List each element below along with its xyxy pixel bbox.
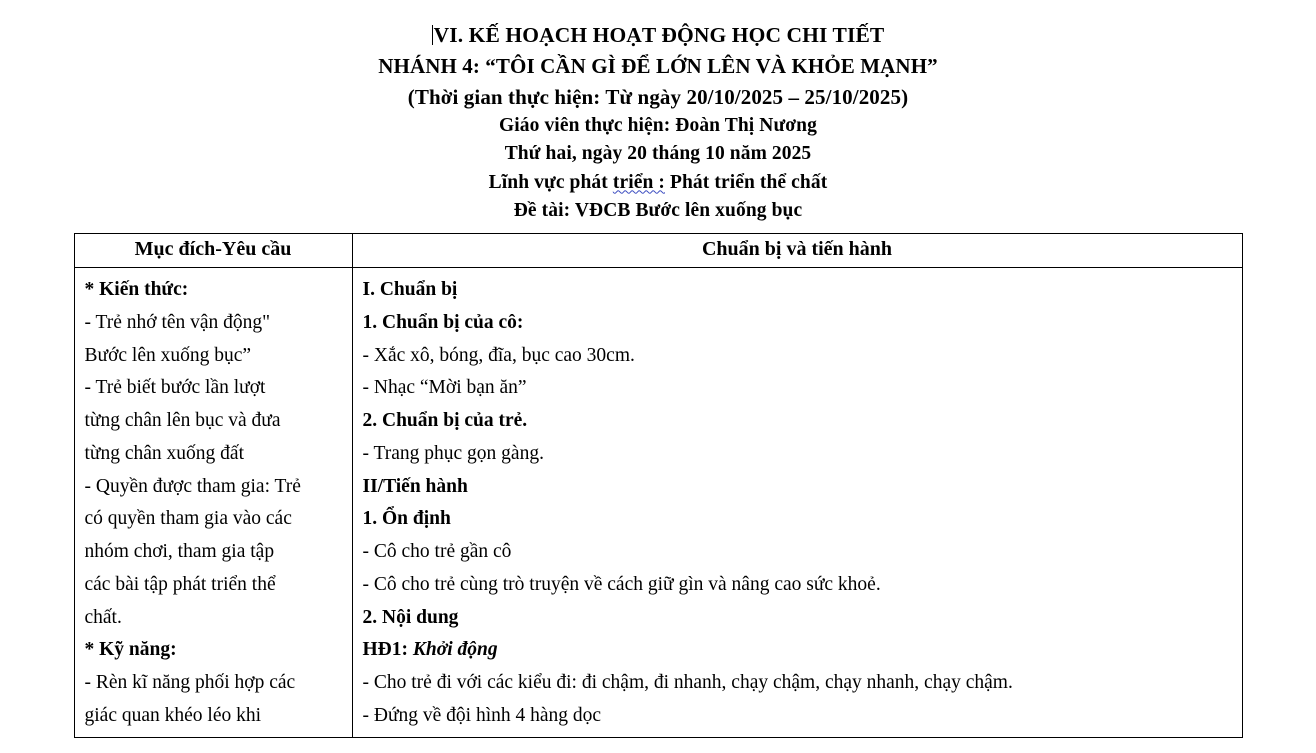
table-header-row (74, 234, 1242, 268)
objective-line: * Kỹ năng: (84, 639, 177, 661)
objective-line: chất. (84, 606, 122, 628)
text-cursor (432, 25, 433, 45)
preparation-line: - Nhạc “Mời bạn ăn” (362, 377, 527, 399)
objective-line: Bước lên xuống bục” (84, 344, 252, 366)
objective-line: - Quyền được tham gia: Trẻ (84, 475, 301, 497)
objective-line: nhóm chơi, tham gia tập (84, 541, 275, 563)
heading-line-4: Giáo viên thực hiện: Đoàn Thị Nương (499, 115, 817, 137)
heading-line-1 (0, 20, 1316, 51)
table-header-objectives: Mục đích-Yêu cầu (74, 234, 352, 268)
heading-line-3: (Thời gian thực hiện: Từ ngày 20/10/2025 – 25/10/2025) (407, 84, 909, 109)
preparation-line: - Xắc xô, bóng, đĩa, bục cao 30cm. (362, 344, 635, 366)
preparation-line-emphasis: Khởi động (412, 639, 498, 661)
preparation-line: 1. Ổn định (362, 508, 451, 530)
objective-line: - Trẻ biết bước lần lượt (84, 377, 266, 399)
table-row (74, 268, 1242, 738)
heading-text-1: VI. KẾ HOẠCH HOẠT ĐỘNG HỌC CHI TIẾT (433, 23, 885, 47)
preparation-line-label: HĐ1: (362, 639, 413, 661)
objective-line: các bài tập phát triển thể (84, 573, 276, 595)
table-cell-preparation (352, 268, 1242, 738)
objective-line: - Rèn kĩ năng phối hợp các (84, 672, 296, 694)
preparation-line: - Trang phục gọn gàng. (362, 442, 544, 464)
objective-line: giác quan khéo léo khi (84, 704, 262, 726)
field-line-spellcheck-word: triển : (612, 171, 665, 193)
preparation-line: II/Tiến hành (362, 475, 468, 497)
objective-line: từng chân xuống đất (84, 442, 244, 464)
objectives-content (75, 268, 352, 737)
objective-line: - Trẻ nhớ tên vận động" (84, 311, 271, 333)
preparation-content (353, 268, 1242, 737)
preparation-line: 2. Chuẩn bị của trẻ. (362, 410, 528, 432)
heading-line-2: NHÁNH 4: “TÔI CẦN GÌ ĐỂ LỚN LÊN VÀ KHỎE MẠNH” (378, 54, 938, 79)
preparation-line: 1. Chuẩn bị của cô: (362, 311, 524, 333)
preparation-line: - Cô cho trẻ gần cô (362, 541, 512, 563)
field-line-suffix: Phát triển thể chất (665, 171, 828, 193)
preparation-line: - Đứng về đội hình 4 hàng dọc (362, 704, 602, 726)
preparation-line: I. Chuẩn bị (362, 279, 458, 301)
field-of-development-line (0, 169, 1316, 197)
objective-line: có quyền tham gia vào các (84, 508, 292, 530)
preparation-line: - Cho trẻ đi với các kiểu đi: đi chậm, đi nhanh, chạy chậm, chạy nhanh, chạy chậm. (362, 672, 1013, 694)
objective-line: * Kiến thức: (84, 279, 189, 301)
objective-line: từng chân lên bục và đưa (84, 410, 281, 432)
heading-line-5: Thứ hai, ngày 20 tháng 10 năm 2025 (504, 143, 812, 165)
field-line-prefix: Lĩnh vực phát (488, 171, 613, 193)
document-heading-block (0, 0, 1316, 225)
preparation-line: 2. Nội dung (362, 606, 459, 628)
preparation-line: - Cô cho trẻ cùng trò truyện về cách giữ gìn và nâng cao sức khoẻ. (362, 573, 881, 595)
table-header-preparation: Chuẩn bị và tiến hành (352, 234, 1242, 268)
topic-line: Đề tài: VĐCB Bước lên xuống bục (513, 199, 803, 221)
lesson-plan-table (74, 233, 1243, 738)
table-cell-objectives (74, 268, 352, 738)
preparation-line (363, 634, 1234, 667)
